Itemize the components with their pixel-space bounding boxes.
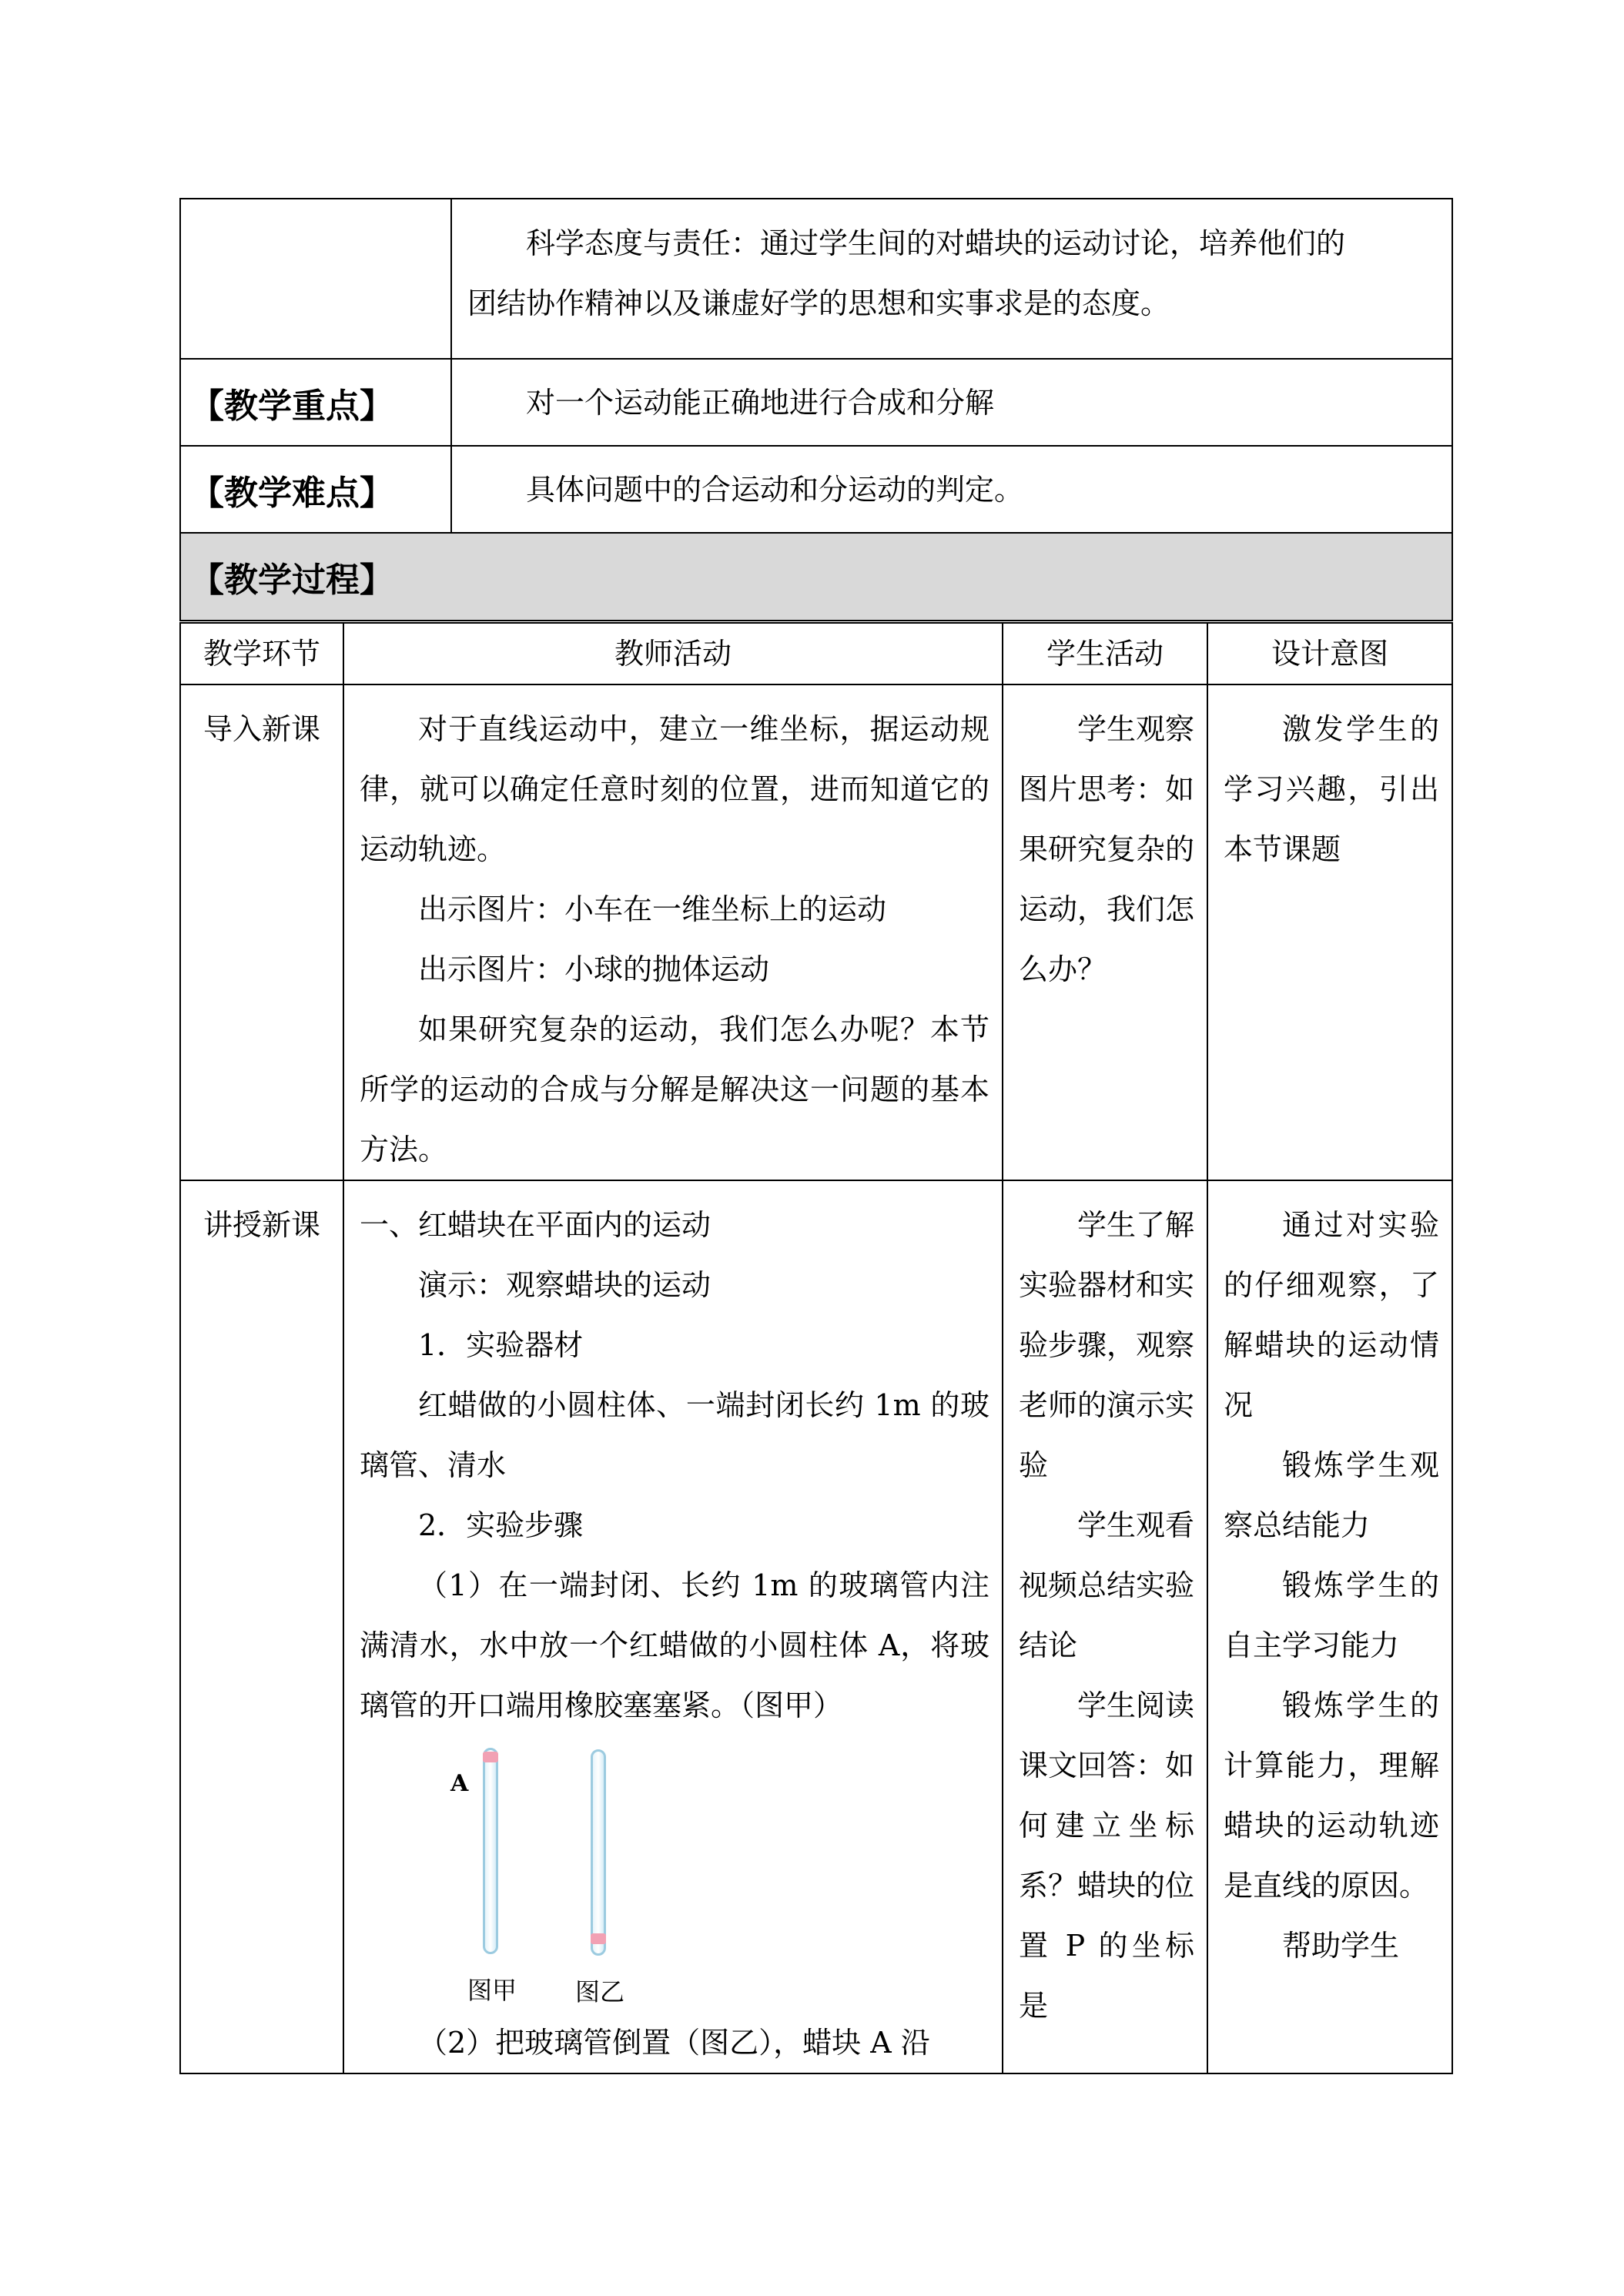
intent-intro: [1207, 684, 1452, 1180]
stage-intro-text: 导入新课: [203, 712, 320, 746]
intent-new-p3: 锻炼学生的自主学习能力: [1224, 1568, 1439, 1662]
stage-new: [180, 1180, 343, 2073]
intent-new-p2: 锻炼学生观察总结能力: [1224, 1448, 1439, 1542]
process-table: [179, 622, 1453, 2074]
teacher-new-p5: 2．实验步骤: [418, 1508, 584, 1542]
student-new-p3: 学生阅读课文回答：如何建立坐标系？蜡块的位置 P 的坐标是: [1019, 1689, 1195, 2023]
student-intro-p1: 学生观察图片思考：如果研究复杂的运动，我们怎么办？: [1019, 712, 1195, 986]
intent-new: [1207, 1180, 1452, 2073]
teacher-intro: [343, 684, 1003, 1180]
student-new-p1: 学生了解实验器材和实验步骤，观察老师的演示实验: [1019, 1208, 1195, 1482]
tube-1-icon: [483, 1748, 498, 1954]
teacher-new-p4: 红蜡做的小圆柱体、一端封闭长约 1m 的玻璃管、清水: [360, 1388, 989, 1482]
difficulty-text: 具体问题中的合运动和分运动的判定。: [526, 472, 1024, 507]
objectives-table: [179, 198, 1453, 621]
figure-label-a: A: [450, 1770, 469, 1797]
intent-new-p5: 帮助学生: [1282, 1929, 1400, 1963]
intent-intro-p1: 激发学生的学习兴趣，引出本节课题: [1224, 712, 1439, 866]
student-new: [1003, 1180, 1207, 2073]
teacher-intro-p2: 出示图片：小车在一维坐标上的运动: [418, 892, 887, 926]
attitude-line-1: 科学态度与责任：通过学生间的对蜡块的运动讨论，培养他们的: [526, 226, 1346, 260]
teacher-new-p3: 1．实验器材: [418, 1328, 584, 1362]
teacher-new-p6: （1）在一端封闭、长约 1m 的玻璃管内注满清水，水中放一个红蜡做的小圆柱体 A，将玻璃管的开口端用橡胶塞塞紧。（图甲）: [360, 1568, 989, 1722]
key-point-cell: [451, 359, 1452, 446]
teacher-new-p7: （2）把玻璃管倒置（图乙），蜡块 A 沿: [418, 2026, 930, 2060]
process-label: 【教学过程】: [190, 561, 393, 600]
glass-tube-figure: [444, 1743, 675, 2005]
stage-new-text: 讲授新课: [203, 1208, 320, 1242]
header-stage: 教学环节: [180, 623, 343, 684]
key-point-label-cell: [180, 359, 451, 446]
key-point-label: 【教学重点】: [190, 386, 393, 426]
stage-intro: [180, 684, 343, 1180]
difficulty-label: 【教学难点】: [190, 473, 393, 513]
wax-block-icon: [483, 1752, 498, 1762]
wax-block-icon: [591, 1933, 606, 1944]
teacher-intro-p1: 对于直线运动中，建立一维坐标，据运动规律，就可以确定任意时刻的位置，进而知道它的运动轨迹。: [360, 712, 989, 866]
intent-new-p4: 锻炼学生的计算能力，理解蜡块的运动轨迹是直线的原因。: [1224, 1689, 1439, 1903]
figure-caption-1: 图甲: [467, 1976, 517, 2005]
tube-2-icon: [591, 1749, 606, 1956]
header-teacher: 教师活动: [343, 623, 1003, 684]
figure-caption-2: 图乙: [575, 1977, 625, 2006]
intent-new-p1: 通过对实验的仔细观察，了解蜡块的运动情况: [1224, 1208, 1439, 1422]
teacher-new-p2: 演示：观察蜡块的运动: [418, 1268, 712, 1302]
header-intent: 设计意图: [1207, 623, 1452, 684]
header-student: 学生活动: [1003, 623, 1207, 684]
attitude-line-2: 团结协作精神以及谦虚好学的思想和实事求是的态度。: [467, 286, 1170, 320]
key-point-text: 对一个运动能正确地进行合成和分解: [526, 385, 995, 420]
difficulty-cell: [451, 446, 1452, 533]
teacher-new-p1: 一、红蜡块在平面内的运动: [360, 1208, 712, 1242]
difficulty-label-cell: [180, 446, 451, 533]
student-intro: [1003, 684, 1207, 1180]
teacher-intro-p3: 出示图片：小球的抛体运动: [418, 952, 770, 986]
student-new-p2: 学生观看视频总结实验结论: [1019, 1508, 1195, 1662]
process-header-cell: [180, 533, 1452, 621]
attitude-cell: [451, 199, 1452, 359]
teacher-intro-p4: 如果研究复杂的运动，我们怎么办呢？本节所学的运动的合成与分解是解决这一问题的基本方法。: [360, 1012, 989, 1166]
teacher-new: [343, 1180, 1003, 2073]
empty-label-cell: [180, 199, 451, 359]
